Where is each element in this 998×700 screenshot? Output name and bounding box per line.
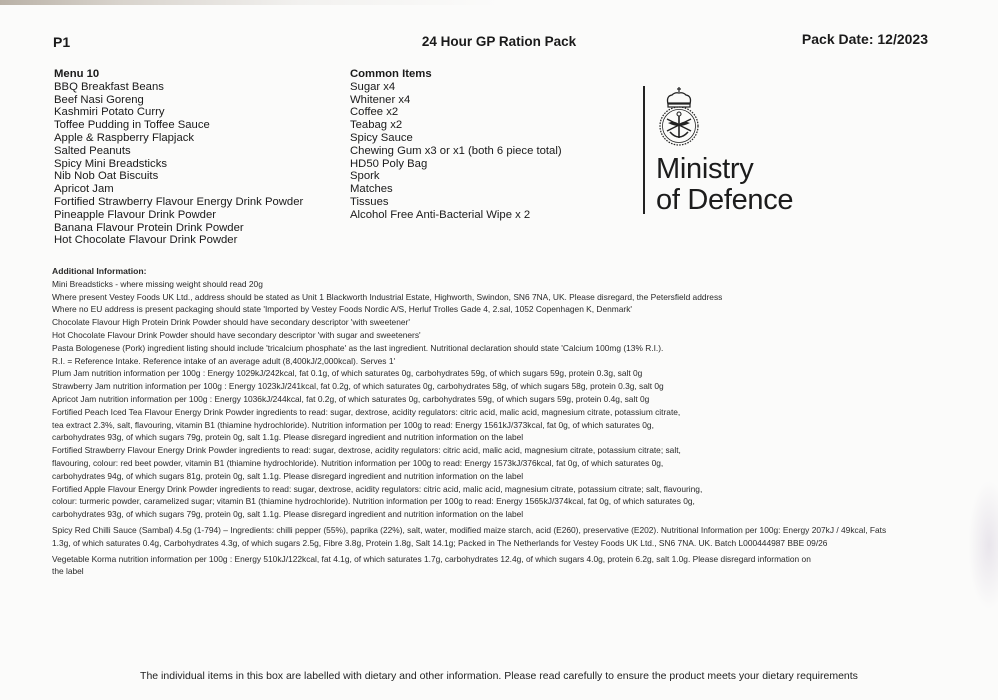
info-line: colour: turmeric powder, caramelized sugar; vitamin B1 (thiamine hydrochloride). Nutrition information per 100g to read: Energy 1565kJ/374kcal, fat 0g, of which saturates 0g, [52, 496, 695, 507]
menu-item: Salted Peanuts [54, 144, 131, 157]
info-line: Strawberry Jam nutrition information per 100g : Energy 1023kJ/241kcal, fat 0.2g, of which saturates 0g, carbohydrates 58g, of which sugars 58g, protein 0.3g, salt 0g [52, 381, 664, 392]
info-line: tea extract 2.3%, salt, flavouring, vitamin B1 (thiamine hydrochloride). Nutrition information per 100g to read: Energy 1561kJ/373kcal, fat 0g, of which saturates 0g, [52, 419, 654, 430]
common-item: Tissues [350, 195, 389, 208]
additional-information [52, 265, 952, 578]
sambal-info-line: Spicy Red Chilli Sauce (Sambal) 4.5g (1-794) – Ingredients: chilli pepper (55%), paprika (22%), salt, water, modified maize starch, acid (E260), preservative (E202). Nutritional Information per 100g: Energy 207kJ / 49kcal, Fats [52, 524, 887, 535]
menu-item: Pineapple Flavour Drink Powder [54, 208, 217, 221]
mod-wordmark-line2: of Defence [656, 184, 794, 216]
common-item: Alcohol Free Anti-Bacterial Wipe x 2 [350, 208, 531, 221]
common-items-heading: Common Items [350, 68, 432, 80]
info-line: Hot Chocolate Flavour Drink Powder should have secondary descriptor 'with sugar and sweeteners' [52, 329, 421, 340]
info-line: flavouring, colour: red beet powder, vitamin B1 (thiamine hydrochloride). Nutrition information per 100g to read: Energy 1573kJ/376kcal, fat 0g, of which saturates 0g, [52, 457, 664, 468]
info-line: Chocolate Flavour High Protein Drink Powder should have secondary descriptor 'with sweetener' [52, 317, 410, 328]
sambal-info-line: 1.3g, of which saturates 0.4g, Carbohydrates 4.3g, of which sugars 2.5g, Fibre 3.8g, Protein 1.8g, Salt 14.1g; Packed in The Netherlands for Vestey Foods UK Ltd., SN6 7NA. UK. Batch L000444987 BBE 09/26 [52, 537, 828, 548]
common-item: HD50 Poly Bag [350, 157, 428, 170]
info-line: Fortified Peach Iced Tea Flavour Energy Drink Powder ingredients to read: sugar, dextrose, acidity regulators: citric acid, malic acid, magnesium citrate, potassium citrate, [52, 406, 681, 417]
mod-wordmark [656, 154, 793, 216]
menu-item: BBQ Breakfast Beans [54, 80, 164, 93]
korma-info-line: Vegetable Korma nutrition information per 100g : Energy 510kJ/122kcal, fat 4.1g, of which saturates 1.7g, carbohydrates 12.4g, of which sugars 4.0g, protein 6.2g, salt 1.0g. Please disregard information on [52, 553, 811, 564]
info-line: Where present Vestey Foods UK Ltd., address should be stated as Unit 1 Blackworth Industrial Estate, Highworth, Swindon, SN6 7NA, UK. Please disregard, the Petersfield address [52, 291, 723, 302]
pack-code: P1 [53, 34, 71, 50]
menu-item: Fortified Strawberry Flavour Energy Drink Powder [54, 195, 304, 208]
common-item: Whitener x4 [350, 93, 411, 106]
menu-item: Banana Flavour Protein Drink Powder [54, 221, 244, 234]
menu-list [54, 68, 303, 247]
menu-item: Hot Chocolate Flavour Drink Powder [54, 234, 238, 247]
common-item: Coffee x2 [350, 106, 399, 119]
menu-item: Nib Nob Oat Biscuits [54, 170, 159, 183]
info-line: Pasta Bologenese (Pork) ingredient listing should include 'tricalcium phosphate' as the last ingredient. Nutritional declaration should state 'Calcium 100mg (13% R.I.). [52, 342, 664, 353]
common-item: Teabag x2 [350, 119, 403, 132]
page-edge-shadow [0, 0, 998, 5]
common-item: Spork [350, 170, 380, 183]
info-line: carbohydrates 93g, of which sugars 79g, protein 0g, salt 1.1g. Please disregard ingredient and nutrition information on the label [52, 432, 524, 443]
common-item: Chewing Gum x3 or x1 (both 6 piece total) [350, 144, 562, 157]
info-line: carbohydrates 94g, of which sugars 81g, protein 0g, salt 1.1g. Please disregard ingredient and nutrition information on the label [52, 470, 524, 481]
info-line: R.I. = Reference Intake. Reference intake of an average adult (8,400kJ/2,000kcal). Serves 1' [52, 355, 396, 366]
info-line: Fortified Apple Flavour Energy Drink Powder ingredients to read: sugar, dextrose, acidity regulators: citric acid, malic acid, magnesium citrate, potassium citrate; salt, flavouring, [52, 483, 703, 494]
menu-item: Beef Nasi Goreng [54, 93, 144, 106]
info-line: Apricot Jam nutrition information per 100g : Energy 1036kJ/244kcal, fat 0.2g, of which saturates 0g, carbohydrates 59g, of which sugars 59g, protein 0.4g, salt 0g [52, 393, 650, 404]
menu-item: Apricot Jam [54, 183, 114, 196]
logo-divider [643, 86, 645, 214]
dietary-notice: The individual items in this box are labelled with dietary and other information. Please read carefully to ensure the product meets your dietary requirements [140, 670, 858, 682]
menu-item: Spicy Mini Breadsticks [54, 157, 168, 170]
mod-crest-icon [654, 86, 704, 148]
info-line: Plum Jam nutrition information per 100g : Energy 1029kJ/242kcal, fat 0.1g, of which saturates 0g, carbohydrates 59g, of which sugars 59g, protein 0.3g, salt 0g [52, 368, 643, 379]
mod-wordmark-line1: Ministry [656, 153, 754, 185]
menu-item: Kashmiri Potato Curry [54, 106, 165, 119]
common-item: Sugar x4 [350, 80, 396, 93]
paper-smudge [968, 480, 998, 610]
common-item: Spicy Sauce [350, 131, 413, 144]
korma-info-line: the label [52, 566, 84, 577]
pack-date: Pack Date: 12/2023 [801, 31, 928, 47]
info-line: carbohydrates 93g, of which sugars 79g, protein 0g, salt 1.1g. Please disregard ingredient and nutrition information on the label [52, 509, 524, 520]
info-line: Mini Breadsticks - where missing weight should read 20g [52, 278, 263, 289]
menu-heading: Menu 10 [54, 68, 100, 80]
page-title: 24 Hour GP Ration Pack [421, 34, 577, 49]
common-items-list [350, 68, 562, 222]
menu-item: Apple & Raspberry Flapjack [54, 131, 195, 144]
info-line: Fortified Strawberry Flavour Energy Drink Powder ingredients to read: sugar, dextrose, acidity regulators: citric acid, malic acid, magnesium citrate, potassium citrate; salt, [52, 445, 681, 456]
additional-information-heading: Additional Information: [52, 266, 147, 276]
info-line: Where no EU address is present packaging should state 'Imported by Vestey Foods Nordic A/S, Herluf Trolles Gade 4, 2.sal, 1052 Copenhagen K, Denmark' [52, 304, 632, 315]
menu-item: Toffee Pudding in Toffee Sauce [54, 119, 210, 132]
common-item: Matches [350, 183, 393, 196]
mod-logo [640, 86, 840, 221]
